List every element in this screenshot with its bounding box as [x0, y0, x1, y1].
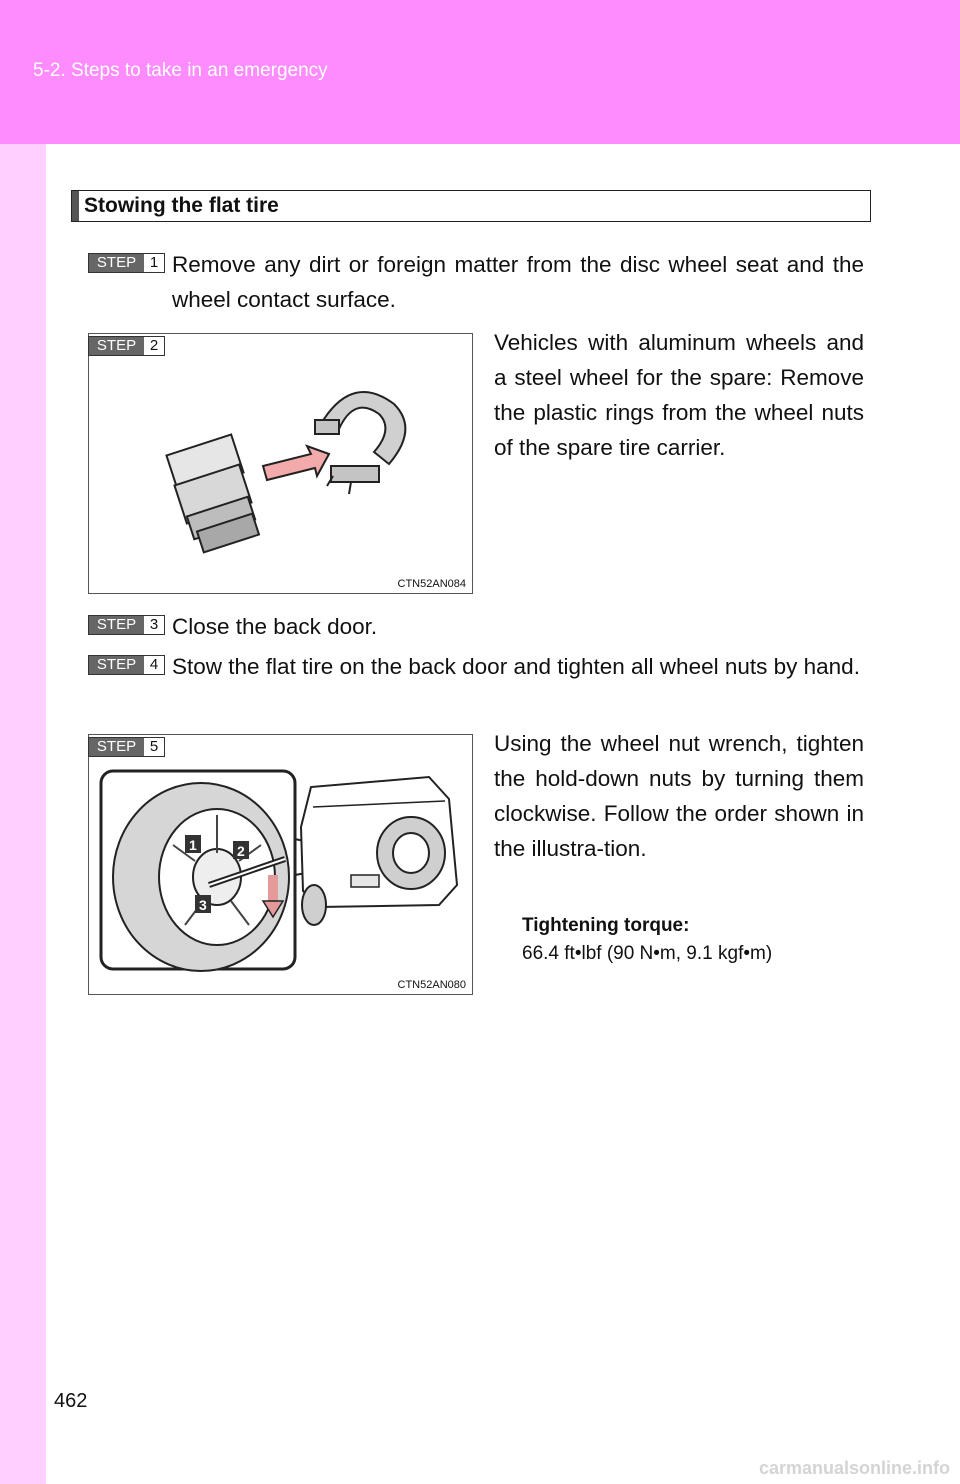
step-2-text: Vehicles with aluminum wheels and a steel wheel for the spare: Remove the plastic rings from the wheel nuts of the spare tire carrier.	[494, 330, 864, 460]
step-number: 2	[144, 337, 164, 355]
figure-plastic-ring	[88, 333, 473, 594]
callout-3: 3	[199, 897, 207, 913]
step-label: STEP	[89, 656, 144, 674]
step-5-tag	[88, 737, 165, 757]
step-number: 3	[144, 616, 164, 634]
callout-1: 1	[189, 837, 197, 853]
title-bar	[72, 191, 79, 221]
step-number: 5	[144, 738, 164, 756]
page-number: 462	[54, 1390, 88, 1412]
torque-value: 66.4 ft•lbf (90 N•m, 9.1 kgf•m)	[522, 943, 773, 964]
section-title: Stowing the flat tire	[84, 194, 279, 217]
wheel-nut-ring-illustration	[89, 334, 472, 593]
step-3-text: Close the back door.	[172, 614, 378, 639]
figure-tighten-nuts	[88, 734, 473, 995]
step-label: STEP	[89, 254, 144, 272]
step-2-tag	[88, 336, 165, 356]
section-reference: 5-2. Steps to take in an emergency	[33, 60, 328, 81]
callout-2: 2	[237, 843, 245, 859]
figure-code: CTN52AN080	[397, 979, 466, 991]
step-5-text: Using the wheel nut wrench, tighten the hold-down nuts by turning them clockwise. Follow the order shown in the illustra-tion.	[494, 731, 864, 861]
header-band	[0, 0, 960, 144]
side-band	[0, 144, 46, 1484]
step-3-tag	[88, 615, 165, 635]
watermark: carmanualsonline.info	[758, 1458, 950, 1478]
spare-tire-illustration	[89, 735, 472, 994]
step-1-tag	[88, 253, 165, 273]
step-label: STEP	[89, 337, 144, 355]
figure-code: CTN52AN084	[397, 578, 466, 590]
step-4-tag	[88, 655, 165, 675]
section-title-box	[71, 190, 871, 222]
step-1-text: Remove any dirt or foreign matter from the disc wheel seat and the wheel contact surface.	[172, 252, 864, 312]
step-number: 1	[144, 254, 164, 272]
step-label: STEP	[89, 738, 144, 756]
step-label: STEP	[89, 616, 144, 634]
step-4-text: Stow the flat tire on the back door and tighten all wheel nuts by hand.	[172, 654, 860, 679]
step-number: 4	[144, 656, 164, 674]
torque-label: Tightening torque:	[522, 915, 690, 936]
